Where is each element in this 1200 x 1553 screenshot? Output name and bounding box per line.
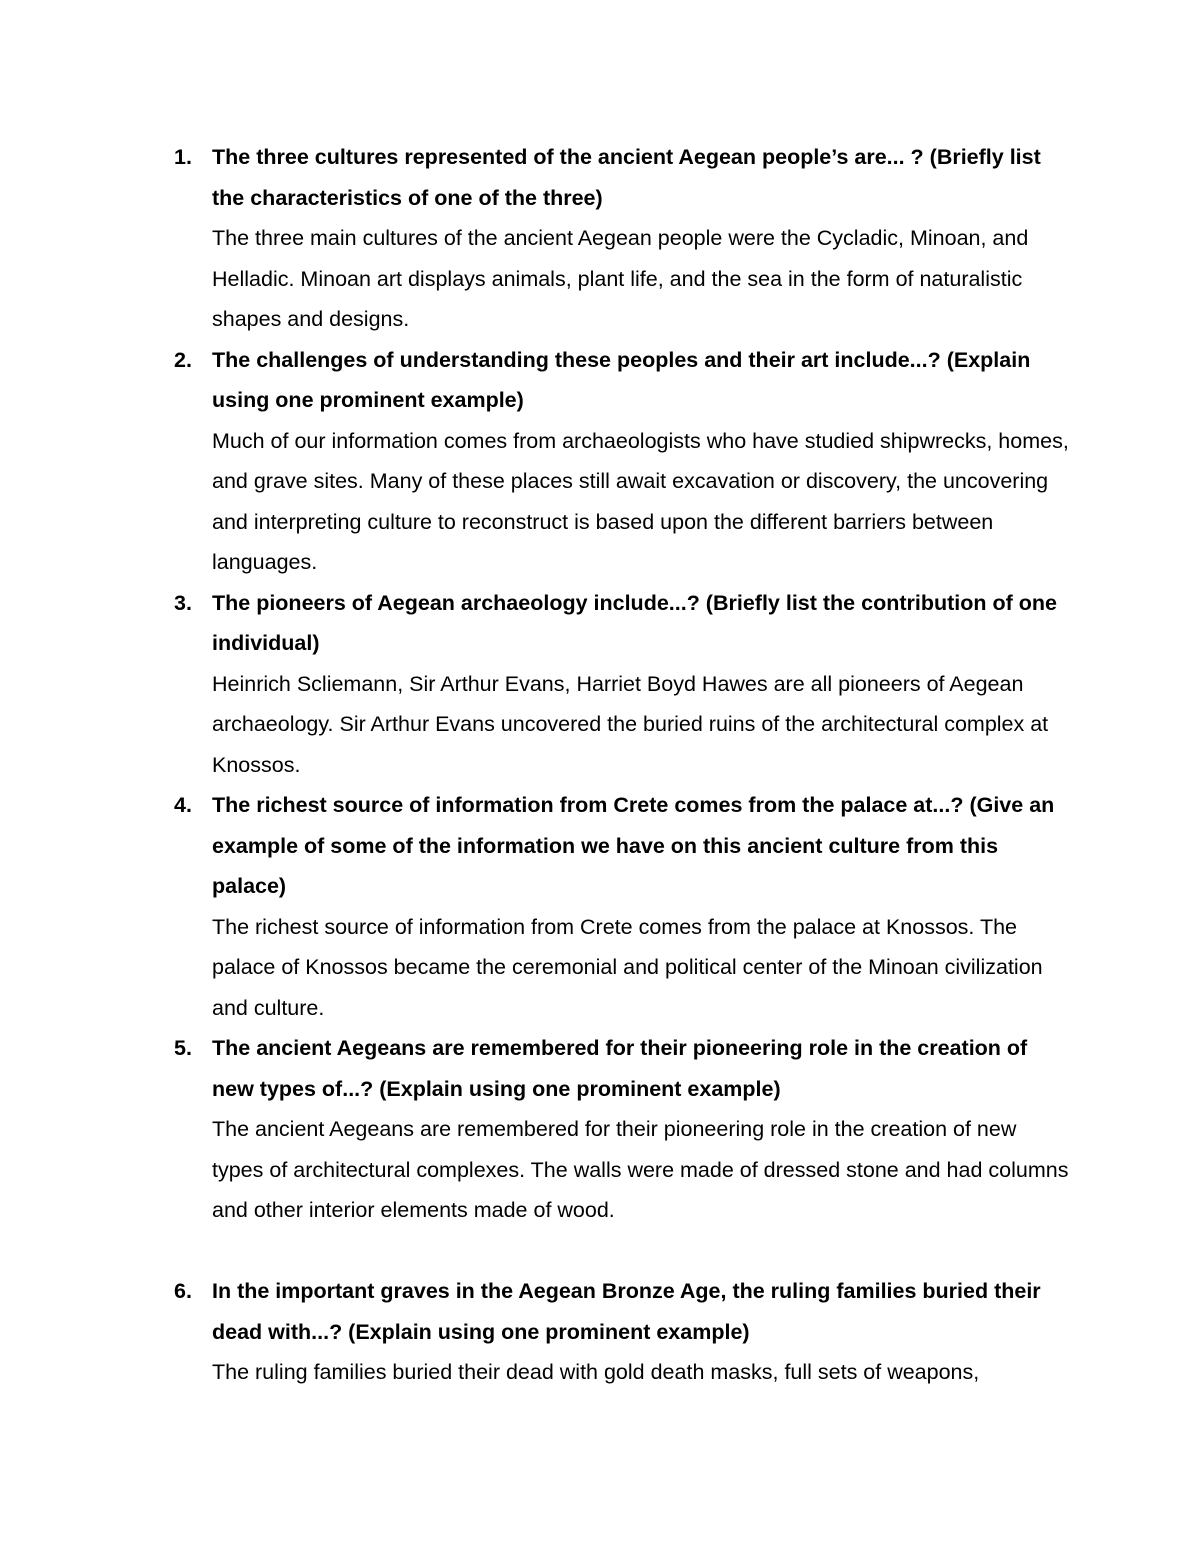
question-text: The challenges of understanding these peoples and their art include...? (Explain using one prominent example): [212, 347, 1031, 412]
item-number: 1.: [174, 145, 192, 169]
answer-text: Much of our information comes from archaeologists who have studied shipwrecks, homes, and grave sites. Many of these places still await excavation or discovery, the uncovering and interpreting culture to reconstruct is based upon the different barriers between languages.: [212, 428, 1069, 574]
list-item: [174, 583, 1072, 786]
list-item: [174, 1271, 1072, 1393]
question-text: The richest source of information from Crete comes from the palace at...? (Give an example of some of the information we have on this ancient culture from this palace): [212, 793, 1055, 898]
question-text: The three cultures represented of the ancient Aegean people’s are... ? (Briefly list the characteristics of one of the three): [212, 145, 1041, 210]
question-text: The ancient Aegeans are remembered for their pioneering role in the creation of new types of...? (Explain using one prominent example): [212, 1036, 1028, 1101]
answer-text: The three main cultures of the ancient Aegean people were the Cycladic, Minoan, and Helladic. Minoan art displays animals, plant life, and the sea in the form of naturalistic shapes and designs.: [212, 226, 1029, 331]
list-item: [174, 1028, 1072, 1231]
item-number: 2.: [174, 347, 192, 372]
list-item: [174, 785, 1072, 1028]
answer-text: The ancient Aegeans are remembered for their pioneering role in the creation of new types of architectural complexes. The walls were made of dressed stone and had columns and other interior elements made of wood.: [212, 1117, 1069, 1222]
list-item: [174, 137, 1072, 340]
question-text: In the important graves in the Aegean Bronze Age, the ruling families buried their dead with...? (Explain using one prominent example): [212, 1279, 1041, 1344]
item-number: 3.: [174, 590, 192, 615]
question-text: The pioneers of Aegean archaeology include...? (Briefly list the contribution of one individual): [212, 590, 1057, 655]
answer-text: The richest source of information from Crete comes from the palace at Knossos. The palace of Knossos became the ceremonial and political center of the Minoan civilization and culture.: [212, 914, 1043, 1020]
answer-text: The ruling families buried their dead with gold death masks, full sets of weapons,: [212, 1360, 980, 1384]
answer-text: Heinrich Scliemann, Sir Arthur Evans, Harriet Boyd Hawes are all pioneers of Aegean archaeology. Sir Arthur Evans uncovered the buried ruins of the architectural complex at Knossos.: [212, 671, 1049, 777]
list-item: [174, 340, 1072, 583]
item-number: 6.: [174, 1279, 192, 1303]
item-number: 5.: [174, 1036, 192, 1060]
item-number: 4.: [174, 793, 192, 817]
question-list: [174, 137, 1072, 1393]
